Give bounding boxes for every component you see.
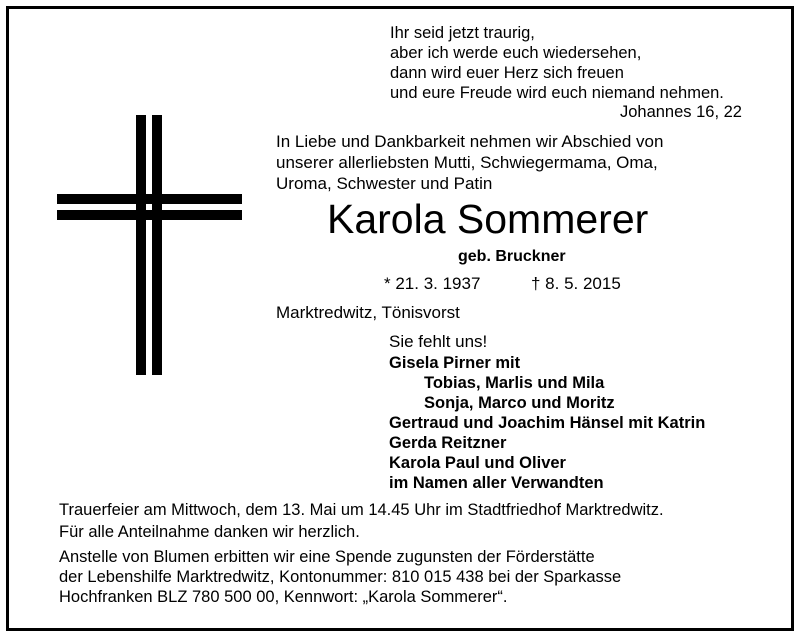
missed-line: Sie fehlt uns! xyxy=(389,332,488,351)
poem-source: Johannes 16, 22 xyxy=(619,103,742,121)
mourner-line: Gerda Reitzner xyxy=(389,434,507,452)
deceased-name: Karola Sommerer xyxy=(327,196,649,242)
donation-line: der Lebenshilfe Marktredwitz, Kontonummer: 810 015 438 bei der Sparkasse xyxy=(59,568,622,586)
intro-line: In Liebe und Dankbarkeit nehmen wir Abschied von xyxy=(276,132,664,151)
places: Marktredwitz, Tönisvorst xyxy=(276,303,460,322)
intro-line: Uroma, Schwester und Patin xyxy=(276,174,493,193)
poem-line: und eure Freude wird euch niemand nehmen. xyxy=(390,84,724,102)
poem-line: aber ich werde euch wiedersehen, xyxy=(390,44,642,62)
poem-line: Ihr seid jetzt traurig, xyxy=(390,24,535,42)
intro-text xyxy=(276,131,663,194)
mourner-line: Tobias, Marlis und Mila xyxy=(424,374,605,392)
mourners-list xyxy=(389,353,705,493)
mourner-line: im Namen aller Verwandten xyxy=(389,474,604,492)
death-date: † 8. 5. 2015 xyxy=(531,274,621,293)
service-info: Trauerfeier am Mittwoch, dem 13. Mai um 14.45 Uhr im Stadtfriedhof Marktredwitz. xyxy=(59,501,664,519)
maiden-name: geb. Bruckner xyxy=(458,248,566,265)
mourner-line: Karola Paul und Oliver xyxy=(389,454,566,472)
thanks-line: Für alle Anteilnahme danken wir herzlich. xyxy=(59,523,360,541)
mourner-line: Gertraud und Joachim Hänsel mit Katrin xyxy=(389,414,706,432)
footer-text xyxy=(59,499,664,607)
birth-date: * 21. 3. 1937 xyxy=(384,274,481,293)
intro-line: unserer allerliebsten Mutti, Schwiegermama, Oma, xyxy=(276,153,658,172)
poem-line: dann wird euer Herz sich freuen xyxy=(390,64,624,82)
poem xyxy=(390,23,742,103)
mourner-line: Sonja, Marco und Moritz xyxy=(424,394,615,412)
donation-line: Anstelle von Blumen erbitten wir eine Spende zugunsten der Förderstätte xyxy=(59,548,595,566)
cross-icon xyxy=(57,115,242,375)
donation-line: Hochfranken BLZ 780 500 00, Kennwort: „Karola Sommerer“. xyxy=(59,588,508,606)
mourner-line: Gisela Pirner mit xyxy=(389,354,521,372)
